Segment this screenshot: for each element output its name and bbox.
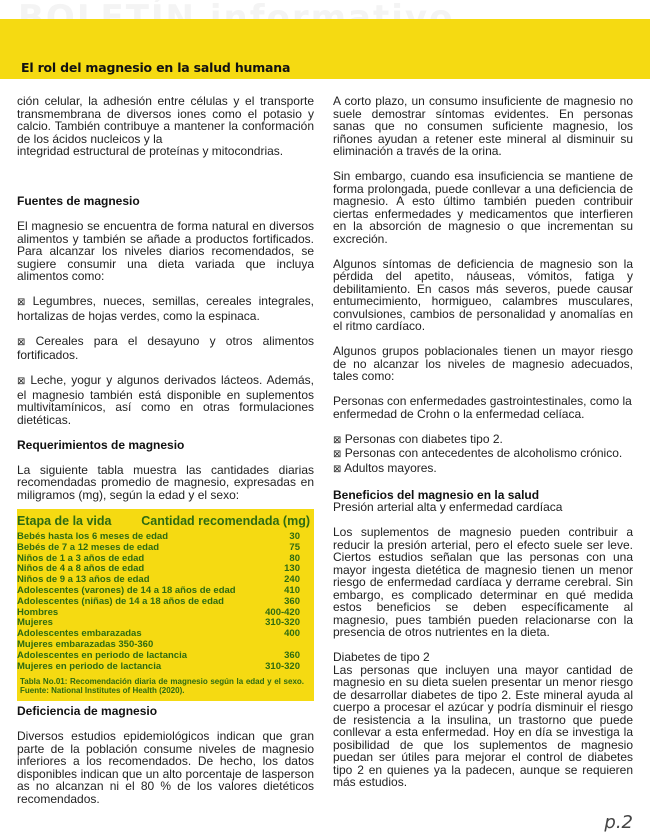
bullet-icon: ⊠ (333, 463, 342, 475)
paragraph: Personas con enfermedades gastrointestinales, como la enfermedad de Crohn o la enfermedad celíaca. (333, 394, 632, 421)
intro-paragraph-2: integridad estructural de proteínas y mitocondrias. (17, 144, 284, 158)
bullet-icon: ⊠ (17, 336, 26, 348)
table-cell-amount: 80 (289, 552, 300, 564)
benefits-body: Los suplementos de magnesio pueden contribuir a reducir la presión arterial, pero el efecto suele ser leve. Ciertos estudios señalan que las personas con una mayor ingesta dietética de magnesio tienen un menor riesgo de enfermedad cardíaca y derrame cerebral. Sin embargo, es complicado determinar en qué medida estos beneficios se deben específicamente al magnesio, pues también pueden relacionarse con la presencia de otros nutrientes en la dieta. (333, 525, 633, 639)
requirements-body: La siguiente tabla muestra las cantidades diarias recomendadas promedio de magnesio, expresadas en miligramos (mg), según la edad y el sexo: (17, 462, 314, 502)
table-cell-amount: 130 (284, 563, 300, 575)
paragraph: Algunos grupos poblacionales tienen un mayor riesgo de no alcanzar los niveles de magnesio adecuados, tales como: (333, 344, 633, 383)
table-row (17, 662, 310, 673)
magnesium-table (17, 509, 314, 701)
table-cell-stage: Mujeres en periodo de lactancia (17, 660, 162, 672)
bullet-icon: ⊠ (17, 376, 26, 387)
table-cell-stage: Hombres (17, 606, 59, 618)
page-title: El rol del magnesio en la salud humana (21, 60, 291, 75)
diabetes-subheading: Diabetes de tipo 2 (333, 650, 430, 664)
deficiency-body: Diversos estudios epidemiológicos indican que gran parte de la población consume niveles de magnesio inferiores a los recomendados. De hecho, los datos disponibles indican que un alto porcentaje de lasperson as no alcanzan ni el 80 % de los valores dietéticos recomendados. (17, 729, 314, 806)
list-item: ⊠ Cereales para el desayuno y otros alimentos fortificados. (17, 333, 314, 362)
paragraph: Algunos síntomas de deficiencia de magnesio son la pérdida del apetito, náuseas, vómitos, fatiga y debilitamiento. En casos más severos, puede causar entumecimiento, hormigueo, calambres musculares, convulsiones, cambios de personalidad y anomalías en el ritmo cardíaco. (333, 256, 633, 333)
table-cell-amount: 75 (289, 541, 300, 553)
table-row (17, 543, 310, 554)
table-caption: Tabla No.01: Recomendación diaria de magnesio según la edad y el sexo. Fuente: National Institutes of Health (2020). (20, 677, 304, 695)
table-cell-amount: 30 (289, 531, 300, 542)
table-cell-amount: 360 (284, 595, 300, 607)
table-cell-stage: Adolescentes (varones) de 14 a 18 años de edad (17, 584, 236, 596)
table-cell-amount: 310-320 (265, 660, 300, 672)
column-header-stage: Etapa de la vida (17, 514, 112, 528)
bullet-icon: ⊠ (17, 297, 26, 308)
left-column (17, 95, 314, 805)
bullet-icon: ⊠ (333, 449, 342, 460)
table-cell-stage: Adolescentes embarazadas (17, 628, 142, 640)
list-item: ⊠ Legumbres, nueces, semillas, cereales integrales, hortalizas de hojas verdes, como la espinaca. (17, 294, 314, 323)
header-banner (0, 19, 650, 79)
paragraph: Sin embargo, cuando esa insuficiencia se mantiene de forma prolongada, puede conllevar a una deficiencia de magnesio. A esto último también pueden contribuir ciertas enfermedades y medicamentos que interfieren en la absorción de magnesio o que incrementan su excreción. (333, 169, 633, 246)
table-cell-stage: Adolescentes (niñas) de 14 a 18 años de edad (17, 595, 224, 607)
table-row (17, 597, 310, 608)
table-header (17, 513, 310, 529)
deficiency-heading: Deficiencia de magnesio (17, 704, 158, 719)
table-cell-stage: Bebés hasta los 6 meses de edad (17, 531, 169, 542)
table-cell-stage: Niños de 9 a 13 años de edad (17, 574, 150, 586)
intro-paragraph: ción celular, la adhesión entre células y el transporte transmembrana de diversos iones como el potasio y calcio. También contribuye a mantener la conformación de los ácidos nucleicos y la (17, 94, 314, 146)
table-cell-stage: Bebés de 7 a 12 meses de edad (17, 541, 160, 553)
table-cell-amount: 360 (284, 649, 300, 661)
requirements-heading: Requerimientos de magnesio (17, 437, 185, 452)
table-cell-stage: Adolescentes en periodo de lactancia (17, 649, 187, 661)
table-cell-stage: Niños de 4 a 8 años de edad (17, 563, 145, 575)
sources-heading: Fuentes de magnesio (17, 194, 140, 208)
table-cell-stage: Niños de 1 a 3 años de edad (17, 552, 145, 564)
list-item: ⊠ Personas con antecedentes de alcoholismo crónico. (333, 446, 623, 460)
table-cell-amount: 410 (284, 584, 300, 596)
paragraph: A corto plazo, un consumo insuficiente de magnesio no suele demostrar síntomas evidentes. En personas sanas que no consumen suficiente magnesio, los riñones ayudan a retener este mineral al disminuir su eliminación a través de la orina. (333, 94, 633, 158)
table-cell-amount: 400-420 (265, 606, 300, 618)
benefits-heading: Beneficios del magnesio en la salud (333, 487, 540, 502)
page-number: p.2 (604, 812, 633, 833)
table-cell-amount: 400 (284, 628, 300, 640)
table-cell-stage: Mujeres (17, 617, 53, 629)
bullet-icon: ⊠ (333, 434, 342, 446)
table-body (17, 532, 310, 672)
sources-body: El magnesio se encuentra de forma natural en diversos alimentos y también se añade a productos fortificados. Para alcanzar los niveles diarios recomendados, se sugiere consumir una dieta variada que incluya alimentos como: (17, 219, 314, 283)
table-cell-amount: 310-320 (265, 617, 300, 629)
table-cell-amount: 240 (284, 574, 300, 586)
list-item: ⊠ Adultos mayores. (333, 460, 437, 475)
table-row (17, 651, 310, 662)
list-item: ⊠ Personas con diabetes tipo 2. (333, 431, 503, 446)
diabetes-body: Las personas que incluyen una mayor cantidad de magnesio en su dieta suelen presentar un menor riesgo de desarrollar diabetes de tipo 2. Este mineral ayuda al cuerpo a procesar el azúcar y podría disminuir el riesgo de resistencia a la insulina, un trastorno que puede conllevar a esta enfermedad. Hoy en día se investiga la posibilidad de que los suplementos de magnesio puedan ser útiles para mejorar el control de diabetes tipo 2 en quienes ya la padecen, aunque se requieren más estudios. (333, 662, 633, 789)
list-item: ⊠ Leche, yogur y algunos derivados lácteos. Además, el magnesio también está disponible en suplementos multivitamínicos, así como en otras formulaciones dietéticas. (17, 373, 314, 427)
benefits-subheading: Presión arterial alta y enfermedad cardíaca (333, 500, 563, 514)
column-header-amount: Cantidad recomendada (mg) (141, 514, 310, 528)
right-column (333, 95, 633, 789)
table-cell-stage: Mujeres embarazadas 350-360 (17, 638, 154, 650)
